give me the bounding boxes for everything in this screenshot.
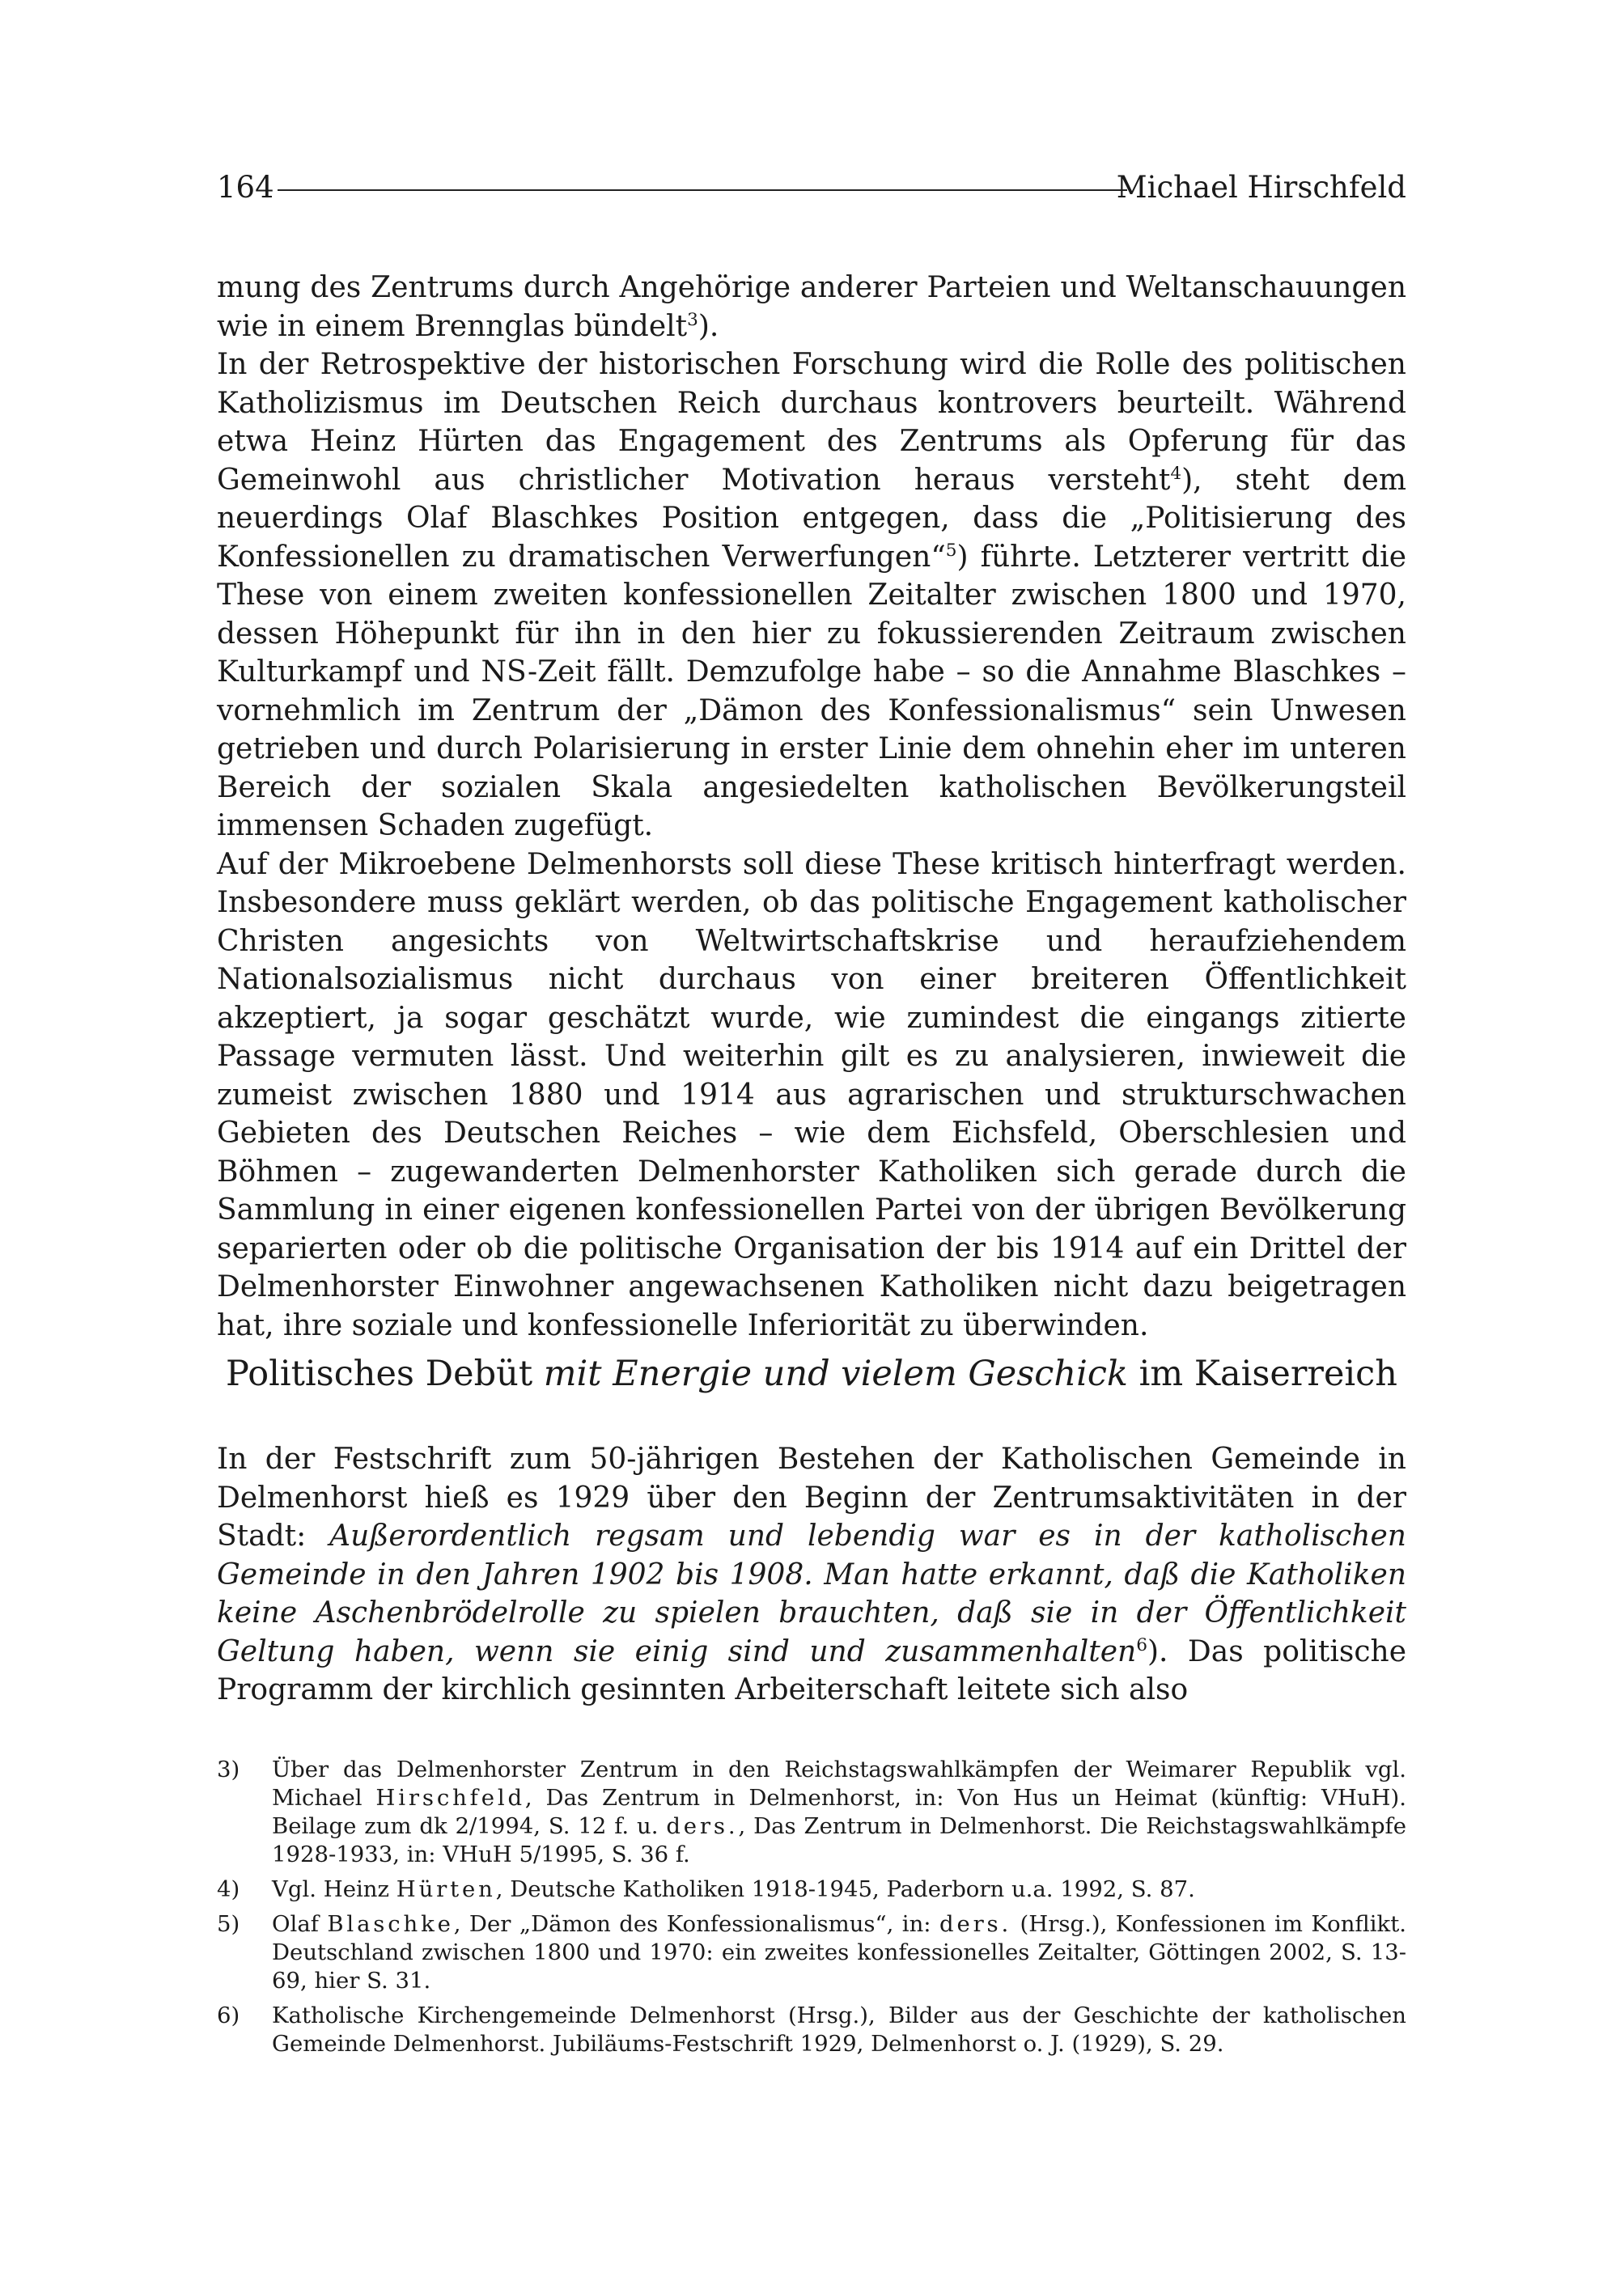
body-text-upper [217,269,1406,1345]
author-name: ders. [939,1911,1012,1937]
paragraph [217,1440,1406,1710]
footnote-text-part: Vgl. Heinz [272,1876,396,1902]
running-head: Michael Hirschfeld [1116,170,1406,205]
footnote-number: 4) [217,1876,240,1902]
footnote-text-part: Über das Delmenhorster Zentrum in den Reichstagswahlkämpfen der Weimarer Republik vgl. Michael [272,1757,1406,1811]
author-name: ders. [666,1813,739,1839]
footnote-text-part: (Hrsg.), Konfessionen im Konflikt. Deutschland zwischen 1800 und 1970: ein zweites konfessionelles Zeitalter, Göttingen 2002, S. 13-69, hier S. 31. [272,1911,1406,1994]
paragraph-text: ), steht dem neuerdings Olaf Blaschkes Position entgegen, dass die „Politisierung des Konfessionellen zu dramatischen Verwerfungen“ [217,463,1407,574]
paragraph-text: ). [698,309,719,343]
footnote-number: 5) [217,1911,240,1937]
paragraph [217,269,1406,345]
footnote-text-part: Olaf [272,1911,328,1937]
paragraph [217,345,1406,846]
footnote-text-part: , Das Zentrum in Delmenhorst, in: Von Hus un Heimat (künftig: VHuH). Beilage zum dk 2/1994, S. 12 f. u. [272,1785,1406,1839]
paragraph-text: ). Das politische Programm der kirchlich gesinnten Arbeiterschaft leitete sich also [217,1634,1406,1706]
footnote-number: 3) [217,1757,240,1782]
footnote [217,1910,1406,1995]
author-name: Hirschfeld [375,1785,525,1811]
paragraph-text: ) führte. Letzterer vertritt die These von einem zweiten konfessionellen Zeitalter zwischen 1800 und 1970, dessen Höhepunkt für ihn in den hier zu fokussierenden Zeitraum zwischen Kulturkampf und NS-Zeit fällt. Demzufolge habe – so die Annahme Blaschkes – vornehmlich im Zentrum der „Dämon des Konfessionalismus“ sein Unwesen getrieben und durch Polarisierung in erster Linie dem ohnehin eher im unteren Bereich der sozialen Skala angesiedelten katholischen Bevölkerungsteil immensen Schaden zugefügt. [217,540,1407,842]
body-text-lower [217,1440,1406,1710]
section-title [217,1351,1406,1397]
section-title-text: Politisches Debüt [226,1354,544,1394]
footnote-ref: 6 [1136,1634,1147,1655]
footnote-number: 6) [217,2003,240,2028]
paragraph-text: In der Festschrift zum 50-jährigen Bestehen der Katholischen Gemeinde in Delmenhorst hieß es 1929 über den Beginn der Zentrumsaktivitäten in der Stadt: [217,1443,1406,1553]
footnote [217,1756,1406,1869]
paragraph-text: In der Retrospektive der historischen Forschung wird die Rolle des politischen Katholizismus im Deutschen Reich durchaus kontrovers beurteilt. Während etwa Heinz Hürten das Engagement des Zentrums als Opferung für das Gemeinwohl aus christlicher Motivation heraus versteht [217,348,1406,497]
section-title-italic: mit Energie und vielem Geschick [543,1354,1128,1394]
footnote-text-part: , Das Zentrum in Delmenhorst. Die Reichstagswahlkämpfe 1928-1933, in: VHuH 5/1995, S. 36 f. [272,1813,1407,1867]
footnote [217,2002,1406,2058]
footnote-text [272,1876,1406,1904]
author-name: Blaschke [327,1911,454,1937]
footnote-ref: 3 [687,309,698,330]
italic-quote: Außerordentlich regsam und lebendig war es in der katholischen Gemeinde in den Jahren 1902 bis 1908. Man hatte erkannt, daß die Katholiken keine Aschenbrödelrolle zu spielen brauchten, daß sie in der Öffentlichkeit Geltung haben, wenn sie einig sind und zusammenhalten [217,1519,1406,1668]
author-name: Hürten [396,1876,496,1902]
paragraph: Auf der Mikroebene Delmenhorsts soll diese These kritisch hinterfragt werden. Insbesondere muss geklärt werden, ob das politische Engagement katholischer Christen angesichts von Weltwirtschaftskrise und heraufziehendem Nationalsozialismus nicht durchaus von einer breiteren Öffentlichkeit akzeptiert, ja sogar geschätzt wurde, wie zumindest die eingangs zitierte Passage vermuten lässt. Und weiterhin gilt es zu analysieren, inwieweit die zumeist zwischen 1880 und 1914 aus agrarischen und strukturschwachen Gebieten des Deutschen Reiches – wie dem Eichsfeld, Oberschlesien und Böhmen – zugewanderten Delmenhorster Katholiken sich gerade durch die Sammlung in einer eigenen konfessionellen Partei von der übrigen Bevölkerung separierten oder ob die politische Organisation der bis 1914 auf ein Drittel der Delmenhorster Einwohner angewachsenen Katholiken nicht dazu beigetragen hat, ihre soziale und konfessionelle Inferiorität zu überwinden. [217,847,1406,1342]
page-number: 164 [217,170,274,205]
section-title-text: im Kaiserreich [1127,1354,1397,1394]
footnote-text [272,2002,1406,2058]
page-header [217,162,1406,210]
footnote-text [272,1910,1406,1995]
header-rule [278,189,1127,191]
footnote-ref: 5 [945,540,957,561]
footnote-ref: 4 [1170,463,1182,484]
footnote [217,1876,1406,1904]
footnote-text-part: Katholische Kirchengemeinde Delmenhorst (Hrsg.), Bilder aus der Geschichte der katholischen Gemeinde Delmenhorst. Jubiläums-Festschrift 1929, Delmenhorst o. J. (1929), S. 29. [272,2003,1406,2057]
footnote-text [272,1756,1406,1869]
footnotes [217,1756,1406,2065]
footnote-text-part: , Der „Dämon des Konfessionalismus“, in: [453,1911,939,1937]
footnote-text-part: , Deutsche Katholiken 1918-1945, Paderborn u.a. 1992, S. 87. [495,1876,1195,1902]
paragraph-text: mung des Zentrums durch Angehörige anderer Parteien und Weltanschauungen wie in einem Brennglas bündelt [217,271,1406,343]
